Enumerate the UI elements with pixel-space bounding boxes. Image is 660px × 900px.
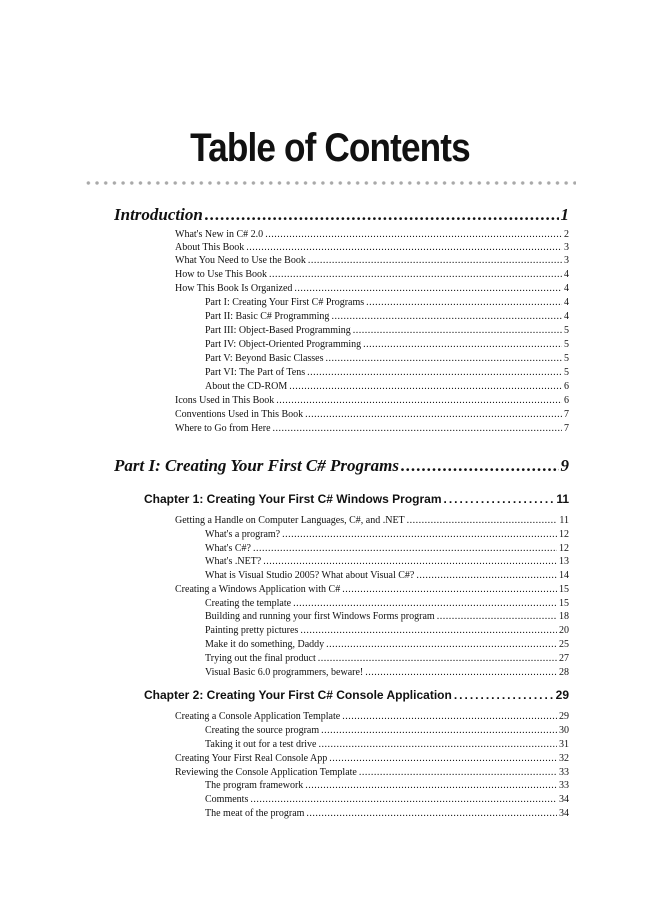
toc-entry-title: Creating the template	[205, 598, 292, 609]
dot-leader	[342, 710, 557, 723]
toc-entry-l1	[175, 710, 569, 723]
dot-leader	[319, 738, 558, 751]
toc-entry-page-number: 33	[559, 767, 569, 778]
toc-entry-page-number: 5	[564, 325, 569, 336]
toc-entry-title: About This Book	[175, 242, 245, 253]
dot-leader	[353, 324, 562, 337]
dot-leader	[359, 766, 557, 779]
toc-entry-l2	[205, 666, 569, 679]
toc-entry-l2	[205, 610, 569, 623]
toc-entry-page-number: 12	[559, 529, 569, 540]
toc-entry-l2	[205, 779, 569, 792]
toc-entry-page-number: 4	[564, 311, 569, 322]
toc-entry-title: Part I: Creating Your First C# Programs	[114, 456, 399, 475]
toc-entry-page-number: 3	[564, 242, 569, 253]
toc-entry-l1	[175, 228, 569, 241]
toc-entry-l1	[175, 752, 569, 765]
toc-entry-title: Taking it out for a test drive	[205, 739, 317, 750]
toc-entry-part	[114, 455, 569, 477]
toc-entry-l2	[205, 597, 569, 610]
toc-entry-page-number: 13	[559, 556, 569, 567]
toc-entry-l1	[175, 282, 569, 295]
dot-leader	[306, 807, 557, 820]
toc-entry-page-number: 4	[564, 269, 569, 280]
toc-entry-chapter	[144, 687, 569, 703]
toc-entry-title: Part VI: The Part of Tens	[205, 367, 306, 378]
toc-entry-page-number: 32	[559, 753, 569, 764]
toc-entry-page-number: 1	[560, 205, 569, 224]
toc-entry-title: Comments	[205, 794, 249, 805]
toc-entry-title: About the CD-ROM	[205, 381, 288, 392]
toc-entry-l2	[205, 555, 569, 568]
toc-entry-title: Part IV: Object-Oriented Programming	[205, 339, 362, 350]
toc-entry-page-number: 28	[559, 667, 569, 678]
toc-entry-page-number: 12	[559, 543, 569, 554]
dot-leader	[329, 752, 557, 765]
dot-leader	[250, 793, 557, 806]
toc-entry-l2	[205, 528, 569, 541]
toc-entry-page-number: 6	[564, 395, 569, 406]
dot-leader	[437, 610, 557, 623]
dot-leader	[300, 624, 557, 637]
toc-entry-l1	[175, 766, 569, 779]
toc-entry-page-number: 5	[564, 353, 569, 364]
toc-entry-l2	[205, 652, 569, 665]
toc-entry-chapter	[144, 491, 569, 507]
dot-leader	[401, 455, 559, 477]
toc-entry-l2	[205, 569, 569, 582]
toc-entry-title: How This Book Is Organized	[175, 283, 293, 294]
dot-leader	[269, 268, 562, 281]
dot-leader	[294, 282, 562, 295]
dot-leader	[365, 666, 557, 679]
toc-entry-title: Introduction	[114, 205, 203, 224]
toc-entry-page-number: 9	[560, 456, 569, 475]
dot-leader	[416, 569, 557, 582]
toc-entry-title: Chapter 1: Creating Your First C# Windows Program	[144, 492, 442, 506]
toc-entry-page-number: 33	[559, 780, 569, 791]
toc-entry-l2	[205, 793, 569, 806]
toc-entry-title: Building and running your first Windows Forms program	[205, 611, 435, 622]
toc-entry-title: Part II: Basic C# Programming	[205, 311, 330, 322]
toc-entry-title: Painting pretty pictures	[205, 625, 299, 636]
dot-leader	[293, 597, 557, 610]
toc-entry-title: Creating Your First Real Console App	[175, 753, 328, 764]
toc-entry-page-number: 25	[559, 639, 569, 650]
toc-entry-page-number: 18	[559, 611, 569, 622]
toc-entry-page-number: 15	[559, 584, 569, 595]
toc-entry-page-number: 30	[559, 725, 569, 736]
toc-entry-l2	[205, 366, 569, 379]
toc-entry-l2	[205, 310, 569, 323]
dot-leader	[282, 528, 557, 541]
dot-leader	[289, 380, 562, 393]
toc-entry-page-number: 20	[559, 625, 569, 636]
toc-entry-l2	[205, 638, 569, 651]
toc-entry-title: Icons Used in This Book	[175, 395, 275, 406]
toc-entry-title: Where to Go from Here	[175, 423, 271, 434]
toc-entry-title: Part V: Beyond Basic Classes	[205, 353, 324, 364]
toc-entry-title: Part I: Creating Your First C# Programs	[205, 297, 365, 308]
dot-leader	[273, 422, 562, 435]
dot-leader	[321, 724, 557, 737]
toc-entry-l1	[175, 268, 569, 281]
dot-leader	[305, 408, 562, 421]
toc-entry-title: Part III: Object-Based Programming	[205, 325, 351, 336]
toc-entry-l2	[205, 624, 569, 637]
dot-leader	[454, 687, 554, 703]
toc-entry-l1	[175, 422, 569, 435]
toc-entry-page-number: 6	[564, 381, 569, 392]
toc-entry-page-number: 34	[559, 808, 569, 819]
dot-leader	[326, 352, 562, 365]
toc-entry-title: Conventions Used in This Book	[175, 409, 304, 420]
dot-leader	[305, 779, 557, 792]
toc-entry-title: What's a program?	[205, 529, 281, 540]
toc-entry-l2	[205, 352, 569, 365]
toc-entry-page-number: 29	[559, 711, 569, 722]
dot-leader	[307, 366, 562, 379]
toc-entry-title: The meat of the program	[205, 808, 305, 819]
toc-entry-page-number: 5	[564, 339, 569, 350]
dot-leader	[276, 394, 562, 407]
toc-entry-title: Creating a Windows Application with C#	[175, 584, 341, 595]
toc-entry-l1	[175, 241, 569, 254]
dot-leader	[444, 491, 555, 507]
toc-entry-page-number: 11	[556, 492, 569, 506]
toc-entry-title: Creating a Console Application Template	[175, 711, 341, 722]
dot-leader	[331, 310, 562, 323]
toc-entry-title: Getting a Handle on Computer Languages, C#, and .NET	[175, 515, 405, 526]
dot-leader	[265, 228, 562, 241]
toc-entry-title: How to Use This Book	[175, 269, 268, 280]
toc-entry-title: Reviewing the Console Application Template	[175, 767, 357, 778]
title-dotted-rule	[84, 181, 576, 185]
toc-entry-page-number: 4	[564, 297, 569, 308]
toc-entry-title: What's .NET?	[205, 556, 262, 567]
toc-entry-page-number: 4	[564, 283, 569, 294]
dot-leader	[253, 542, 557, 555]
toc-entry-title: The program framework	[205, 780, 304, 791]
toc-entry-page-number: 3	[564, 255, 569, 266]
dot-leader	[205, 204, 559, 226]
dot-leader	[246, 241, 562, 254]
toc-entry-page-number: 11	[559, 515, 569, 526]
dot-leader	[363, 338, 562, 351]
toc-entry-title: Visual Basic 6.0 programmers, beware!	[205, 667, 364, 678]
toc-entry-l2	[205, 807, 569, 820]
toc-entry-l1	[175, 254, 569, 267]
toc-entry-page-number: 15	[559, 598, 569, 609]
toc-entry-title: Chapter 2: Creating Your First C# Console Application	[144, 688, 452, 702]
toc-entry-l2	[205, 738, 569, 751]
toc-entry-l2	[205, 380, 569, 393]
toc-entry-l1	[175, 394, 569, 407]
toc-entry-l2	[205, 324, 569, 337]
toc-entry-page-number: 5	[564, 367, 569, 378]
dot-leader	[407, 514, 558, 527]
toc-entry-page-number: 7	[564, 423, 569, 434]
dot-leader	[308, 254, 562, 267]
toc-entry-l2	[205, 296, 569, 309]
toc-entry-page-number: 14	[559, 570, 569, 581]
page-title: Table of Contents	[190, 126, 470, 170]
toc-entry-l2	[205, 338, 569, 351]
toc-entry-title: Make it do something, Daddy	[205, 639, 325, 650]
toc-entry-title: What You Need to Use the Book	[175, 255, 306, 266]
toc-entry-page-number: 34	[559, 794, 569, 805]
toc-entry-title: Trying out the final product	[205, 653, 316, 664]
toc-entry-page-number: 29	[555, 688, 569, 702]
dot-leader	[326, 638, 557, 651]
toc-entry-l2	[205, 542, 569, 555]
dot-leader	[366, 296, 562, 309]
toc-entry-page-number: 27	[559, 653, 569, 664]
dot-leader	[263, 555, 557, 568]
dot-leader	[342, 583, 557, 596]
toc-entry-page-number: 7	[564, 409, 569, 420]
toc-entry-title: Creating the source program	[205, 725, 320, 736]
toc-entry-title: What is Visual Studio 2005? What about Visual C#?	[205, 570, 415, 581]
toc-entry-part	[114, 204, 569, 226]
toc-entry-l1	[175, 408, 569, 421]
dot-leader	[318, 652, 557, 665]
toc-entry-title: What's C#?	[205, 543, 251, 554]
toc-entry-l1	[175, 583, 569, 596]
toc-entry-title: What's New in C# 2.0	[175, 229, 264, 240]
toc-entry-l2	[205, 724, 569, 737]
toc-entry-l1	[175, 514, 569, 527]
toc-entry-page-number: 2	[564, 229, 569, 240]
toc-entry-page-number: 31	[559, 739, 569, 750]
